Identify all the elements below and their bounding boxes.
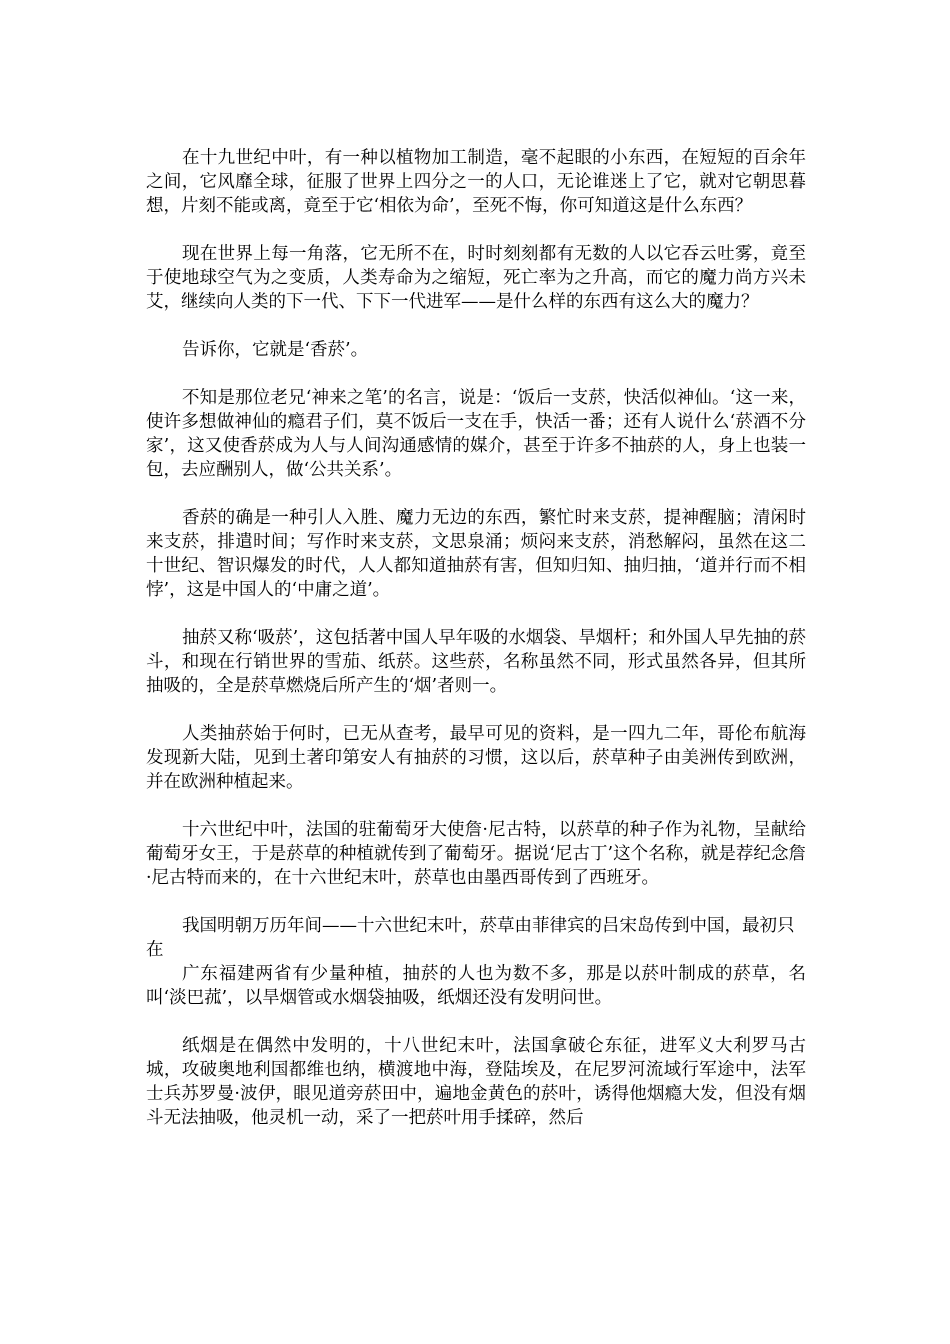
paragraph-4: 不知是那位老兄‘神来之笔’的名言，说是：‘饭后一支菸，快活似神仙。‘这一来，使许多想做神仙的瘾君子们，莫不饭后一支在手，快活一番；还有人说什么‘菸酒不分家’，这又使香菸成为人与人间沟通感情的媒介，甚至于许多不抽菸的人，身上也装一包，去应酬别人，做‘公共关系’。	[146, 388, 806, 480]
paragraph-1: 在十九世纪中叶，有一种以植物加工制造，毫不起眼的小东西，在短短的百余年之间，它风靡全球，征服了世界上四分之一的人口，无论谁迷上了它，就对它朝思暮想，片刻不能或离，竟至于它‘相依为命’，至死不悔，你可知道这是什么东西？	[146, 148, 806, 216]
paragraph-3: 告诉你，它就是‘香菸’。	[182, 340, 369, 360]
paragraph-5: 香菸的确是一种引人入胜、魔力无边的东西，繁忙时来支菸，提神醒脑；清闲时来支菸，排遣时间；写作时来支菸，文思泉涌；烦闷来支菸，消愁解闷，虽然在这二十世纪、智识爆发的时代，人人都知道抽菸有害，但知归知、抽归抽，‘道并行而不相悖’，这是中国人的‘中庸之道’。	[146, 508, 806, 600]
paragraph-8: 十六世纪中叶，法国的驻葡萄牙大使詹·尼古特，以菸草的种子作为礼物，呈献给葡萄牙女王，于是菸草的种植就传到了葡萄牙。据说‘尼古丁’这个名称，就是荐纪念詹·尼古特而来的，在十六世纪末叶，菸草也由墨西哥传到了西班牙。	[146, 820, 806, 888]
document-body	[146, 146, 806, 1154]
paragraph-9-part-2: 广东福建两省有少量种植，抽菸的人也为数不多，那是以菸叶制成的菸草，名叫‘淡巴菰’，以旱烟管或水烟袋抽吸，纸烟还没有发明问世。	[146, 964, 806, 1008]
paragraph-9	[146, 914, 806, 1010]
paragraph-6: 抽菸又称‘吸菸’，这包括著中国人早年吸的水烟袋、旱烟杆；和外国人早先抽的菸斗，和现在行销世界的雪茄、纸菸。这些菸，名称虽然不同，形式虽然各异，但其所抽吸的，全是菸草燃烧后所产生的‘烟’者则一。	[146, 628, 806, 696]
paragraph-10: 纸烟是在偶然中发明的，十八世纪末叶，法国拿破仑东征，进军义大利罗马古城，攻破奥地利国都维也纳，横渡地中海，登陆埃及，在尼罗河流域行军途中，法军士兵苏罗曼·波伊，眼见道旁菸田中，遍地金黄色的菸叶，诱得他烟瘾大发，但没有烟斗无法抽吸，他灵机一动，采了一把菸叶用手揉碎，然后	[146, 1036, 806, 1128]
paragraph-2: 现在世界上每一角落，它无所不在，时时刻刻都有无数的人以它吞云吐雾，竟至于使地球空气为之变质，人类寿命为之缩短，死亡率为之升高，而它的魔力尚方兴未艾，继续向人类的下一代、下下一代进军——是什么样的东西有这么大的魔力？	[146, 244, 806, 312]
paragraph-9-part-1: 我国明朝万历年间——十六世纪末叶，菸草由菲律宾的吕宋岛传到中国，最初只在	[146, 916, 795, 960]
paragraph-7: 人类抽菸始于何时，已无从查考，最早可见的资料，是一四九二年，哥伦布航海发现新大陆，见到土著印第安人有抽菸的习惯，这以后，菸草种子由美洲传到欧洲，并在欧洲种植起来。	[146, 724, 806, 792]
